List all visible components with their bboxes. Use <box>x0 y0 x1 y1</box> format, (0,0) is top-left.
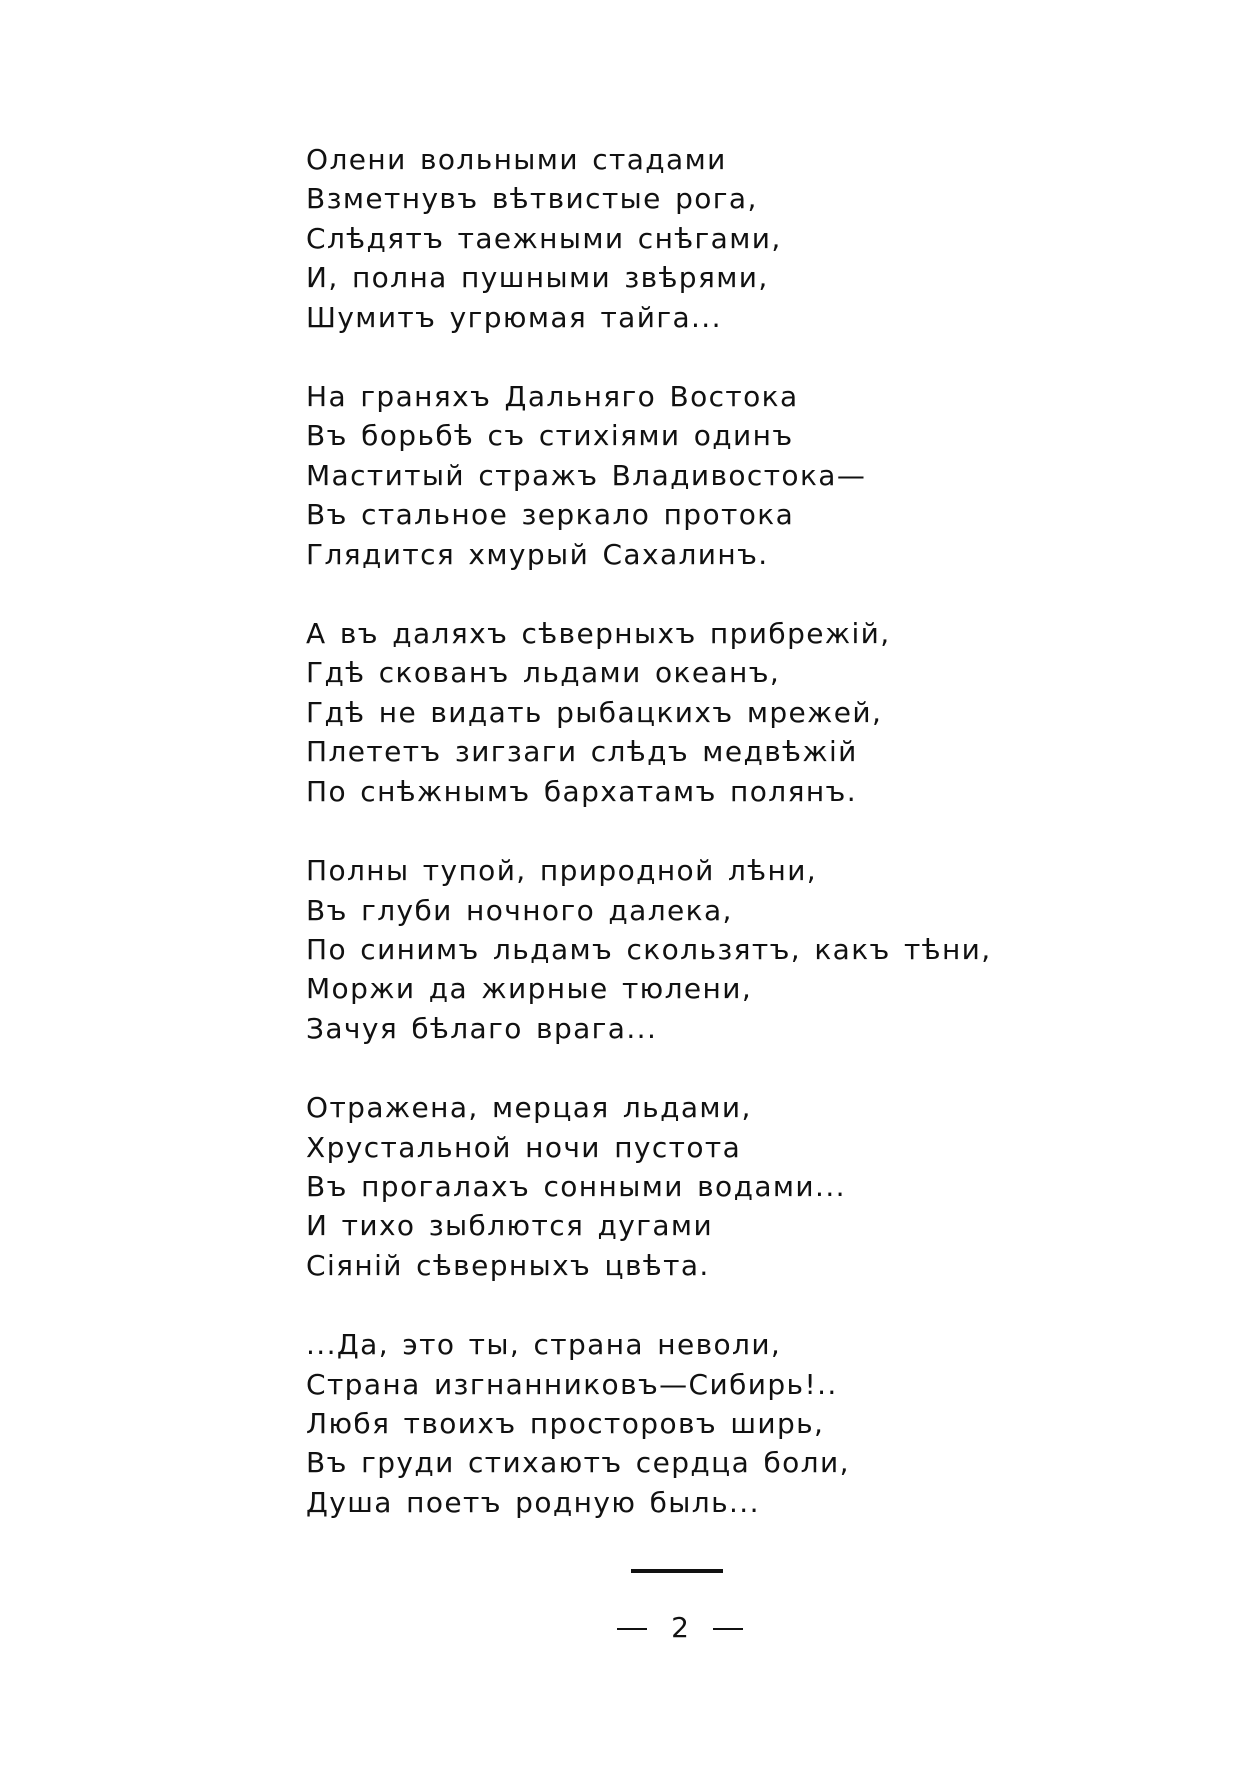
poem-line: Страна изгнанниковъ—Сибирь!.. <box>306 1367 838 1401</box>
poem-line: Моржи да жирные тюлени, <box>306 972 753 1006</box>
stanza-2 <box>306 377 1026 574</box>
poem <box>306 140 1026 1562</box>
page-number <box>560 1610 800 1646</box>
poem-line: Слѣдятъ таежными снѣгами, <box>306 221 782 255</box>
poem-line: А въ даляхъ сѣверныхъ прибрежій, <box>306 617 891 651</box>
poem-line: Любя твоихъ просторовъ ширь, <box>306 1406 825 1440</box>
poem-line: И, полна пушными звѣрями, <box>306 261 769 295</box>
stanza-1 <box>306 140 1026 337</box>
poem-line: Гдѣ скованъ льдами океанъ, <box>306 656 781 690</box>
poem-line: Сіяній сѣверныхъ цвѣта. <box>306 1248 710 1282</box>
poem-line: Маститый стражъ Владивостока— <box>306 458 867 492</box>
poem-line: По синимъ льдамъ скользятъ, какъ тѣни, <box>306 932 992 966</box>
poem-line: Полны тупой, природной лѣни, <box>306 854 818 888</box>
poem-line: Зачуя бѣлаго врага... <box>306 1011 658 1045</box>
poem-line: ...Да, это ты, страна неволи, <box>306 1328 782 1362</box>
poem-line: Въ груди стихаютъ сердца боли, <box>306 1446 850 1480</box>
page-number-dash-right <box>713 1628 743 1630</box>
poem-line: Олени вольными стадами <box>306 143 727 176</box>
poem-line: Въ стальное зеркало протока <box>306 498 795 532</box>
poem-line: Въ прогалахъ сонными водами... <box>306 1169 846 1203</box>
poem-line: Хрустальной ночи пустота <box>306 1130 742 1164</box>
poem-line: Плететъ зигзаги слѣдъ медвѣжій <box>306 735 858 769</box>
stanza-3 <box>306 614 1026 811</box>
poem-line: И тихо зыблются дугами <box>306 1209 714 1243</box>
poem-line: По снѣжнымъ бархатамъ полянъ. <box>306 774 858 808</box>
poem-line: Глядится хмурый Сахалинъ. <box>306 537 769 571</box>
end-rule <box>631 1569 723 1573</box>
stanza-5 <box>306 1088 1026 1285</box>
page-number-value: 2 <box>671 1611 689 1644</box>
stanza-6 <box>306 1325 1026 1522</box>
poem-line: Отражена, мерцая льдами, <box>306 1091 752 1125</box>
poem-line: Душа поетъ родную быль... <box>306 1485 760 1519</box>
poem-line: Гдѣ не видать рыбацкихъ мрежей, <box>306 695 883 729</box>
poem-line: Шумитъ угрюмая тайга... <box>306 300 722 334</box>
poem-line: Взметнувъ вѣтвистые рога, <box>306 182 758 216</box>
stanza-4 <box>306 851 1026 1048</box>
page-number-dash-left <box>617 1628 647 1630</box>
poem-line: На граняхъ Дальняго Востока <box>306 380 799 414</box>
poem-line: Въ глуби ночного далека, <box>306 893 733 927</box>
poem-line: Въ борьбѣ съ стихіями одинъ <box>306 419 794 453</box>
